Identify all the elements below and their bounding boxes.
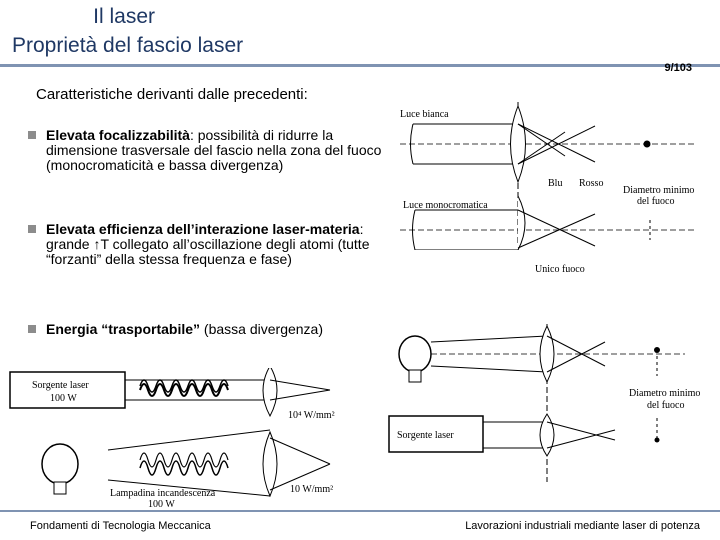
laser-source-label: Sorgente laser [32, 380, 89, 391]
laser-intensity-label: 10⁴ W/mm² [288, 410, 335, 421]
bullet-body: T collegato all’oscillazione degli atomi (tutte “forzanti” della stessa frequenza e fase) [46, 236, 370, 267]
min-diameter-label: del fuoco [637, 196, 675, 207]
lamp-label: Lampadina incandescenza [110, 488, 216, 499]
laser-power-label: 100 W [50, 393, 77, 404]
page-number: 9/103 [664, 62, 692, 74]
min-diameter-label: del fuoco [647, 400, 685, 411]
slide-title-line1: Il laser [93, 5, 155, 28]
bullet-marker [28, 225, 36, 233]
bullet-marker [28, 325, 36, 333]
bullet-marker [28, 131, 36, 139]
white-light-label: Luce bianca [400, 109, 449, 120]
focus-diagram [395, 100, 720, 250]
bullet-body: (bassa divergenza) [200, 321, 323, 337]
bullet-bold: Energia “trasportabile” [46, 321, 201, 337]
bullet-bold: Elevata efficienza dell’interazione laser-materia [46, 221, 360, 237]
bullet-item [28, 128, 390, 173]
single-focus-label: Unico fuoco [535, 264, 585, 275]
min-diameter-label: Diametro minimo [623, 185, 695, 196]
lamp-intensity-label: 10 W/mm² [290, 484, 334, 495]
title-divider [0, 64, 720, 67]
footer-course: Fondamenti di Tecnologia Meccanica [30, 520, 211, 532]
red-label: Rosso [579, 178, 604, 189]
focus-compare-diagram [385, 322, 715, 502]
bullet-body: : grande [46, 221, 364, 252]
bullet-item [28, 222, 390, 267]
intro-text: Caratteristiche derivanti dalle precedenti: [36, 86, 308, 103]
bullet-bold: Elevata focalizzabilità [46, 127, 190, 143]
slide-title-line2: Proprietà del fascio laser [12, 34, 244, 57]
arrow-up-icon: ↑ [93, 236, 101, 252]
footer-divider [0, 510, 720, 512]
bullet-text [46, 222, 390, 267]
min-diameter-label: Diametro minimo [629, 388, 701, 399]
sources-diagram [8, 368, 348, 508]
laser-source-label: Sorgente laser [397, 430, 454, 441]
single-focus-caption [525, 258, 605, 278]
lamp-power-label: 100 W [148, 499, 175, 508]
mono-light-label: Luce monocromatica [403, 200, 488, 211]
footer-topic: Lavorazioni industriali mediante laser di potenza [465, 520, 700, 532]
bullet-text [46, 128, 390, 173]
bullet-text [46, 322, 390, 337]
bullet-item [28, 322, 390, 337]
blue-label: Blu [548, 178, 563, 189]
bullet-body: : possibilità di ridurre la dimensione trasversale del fascio nella zona del fuoco (monocromaticità e bassa divergenza) [46, 127, 382, 173]
